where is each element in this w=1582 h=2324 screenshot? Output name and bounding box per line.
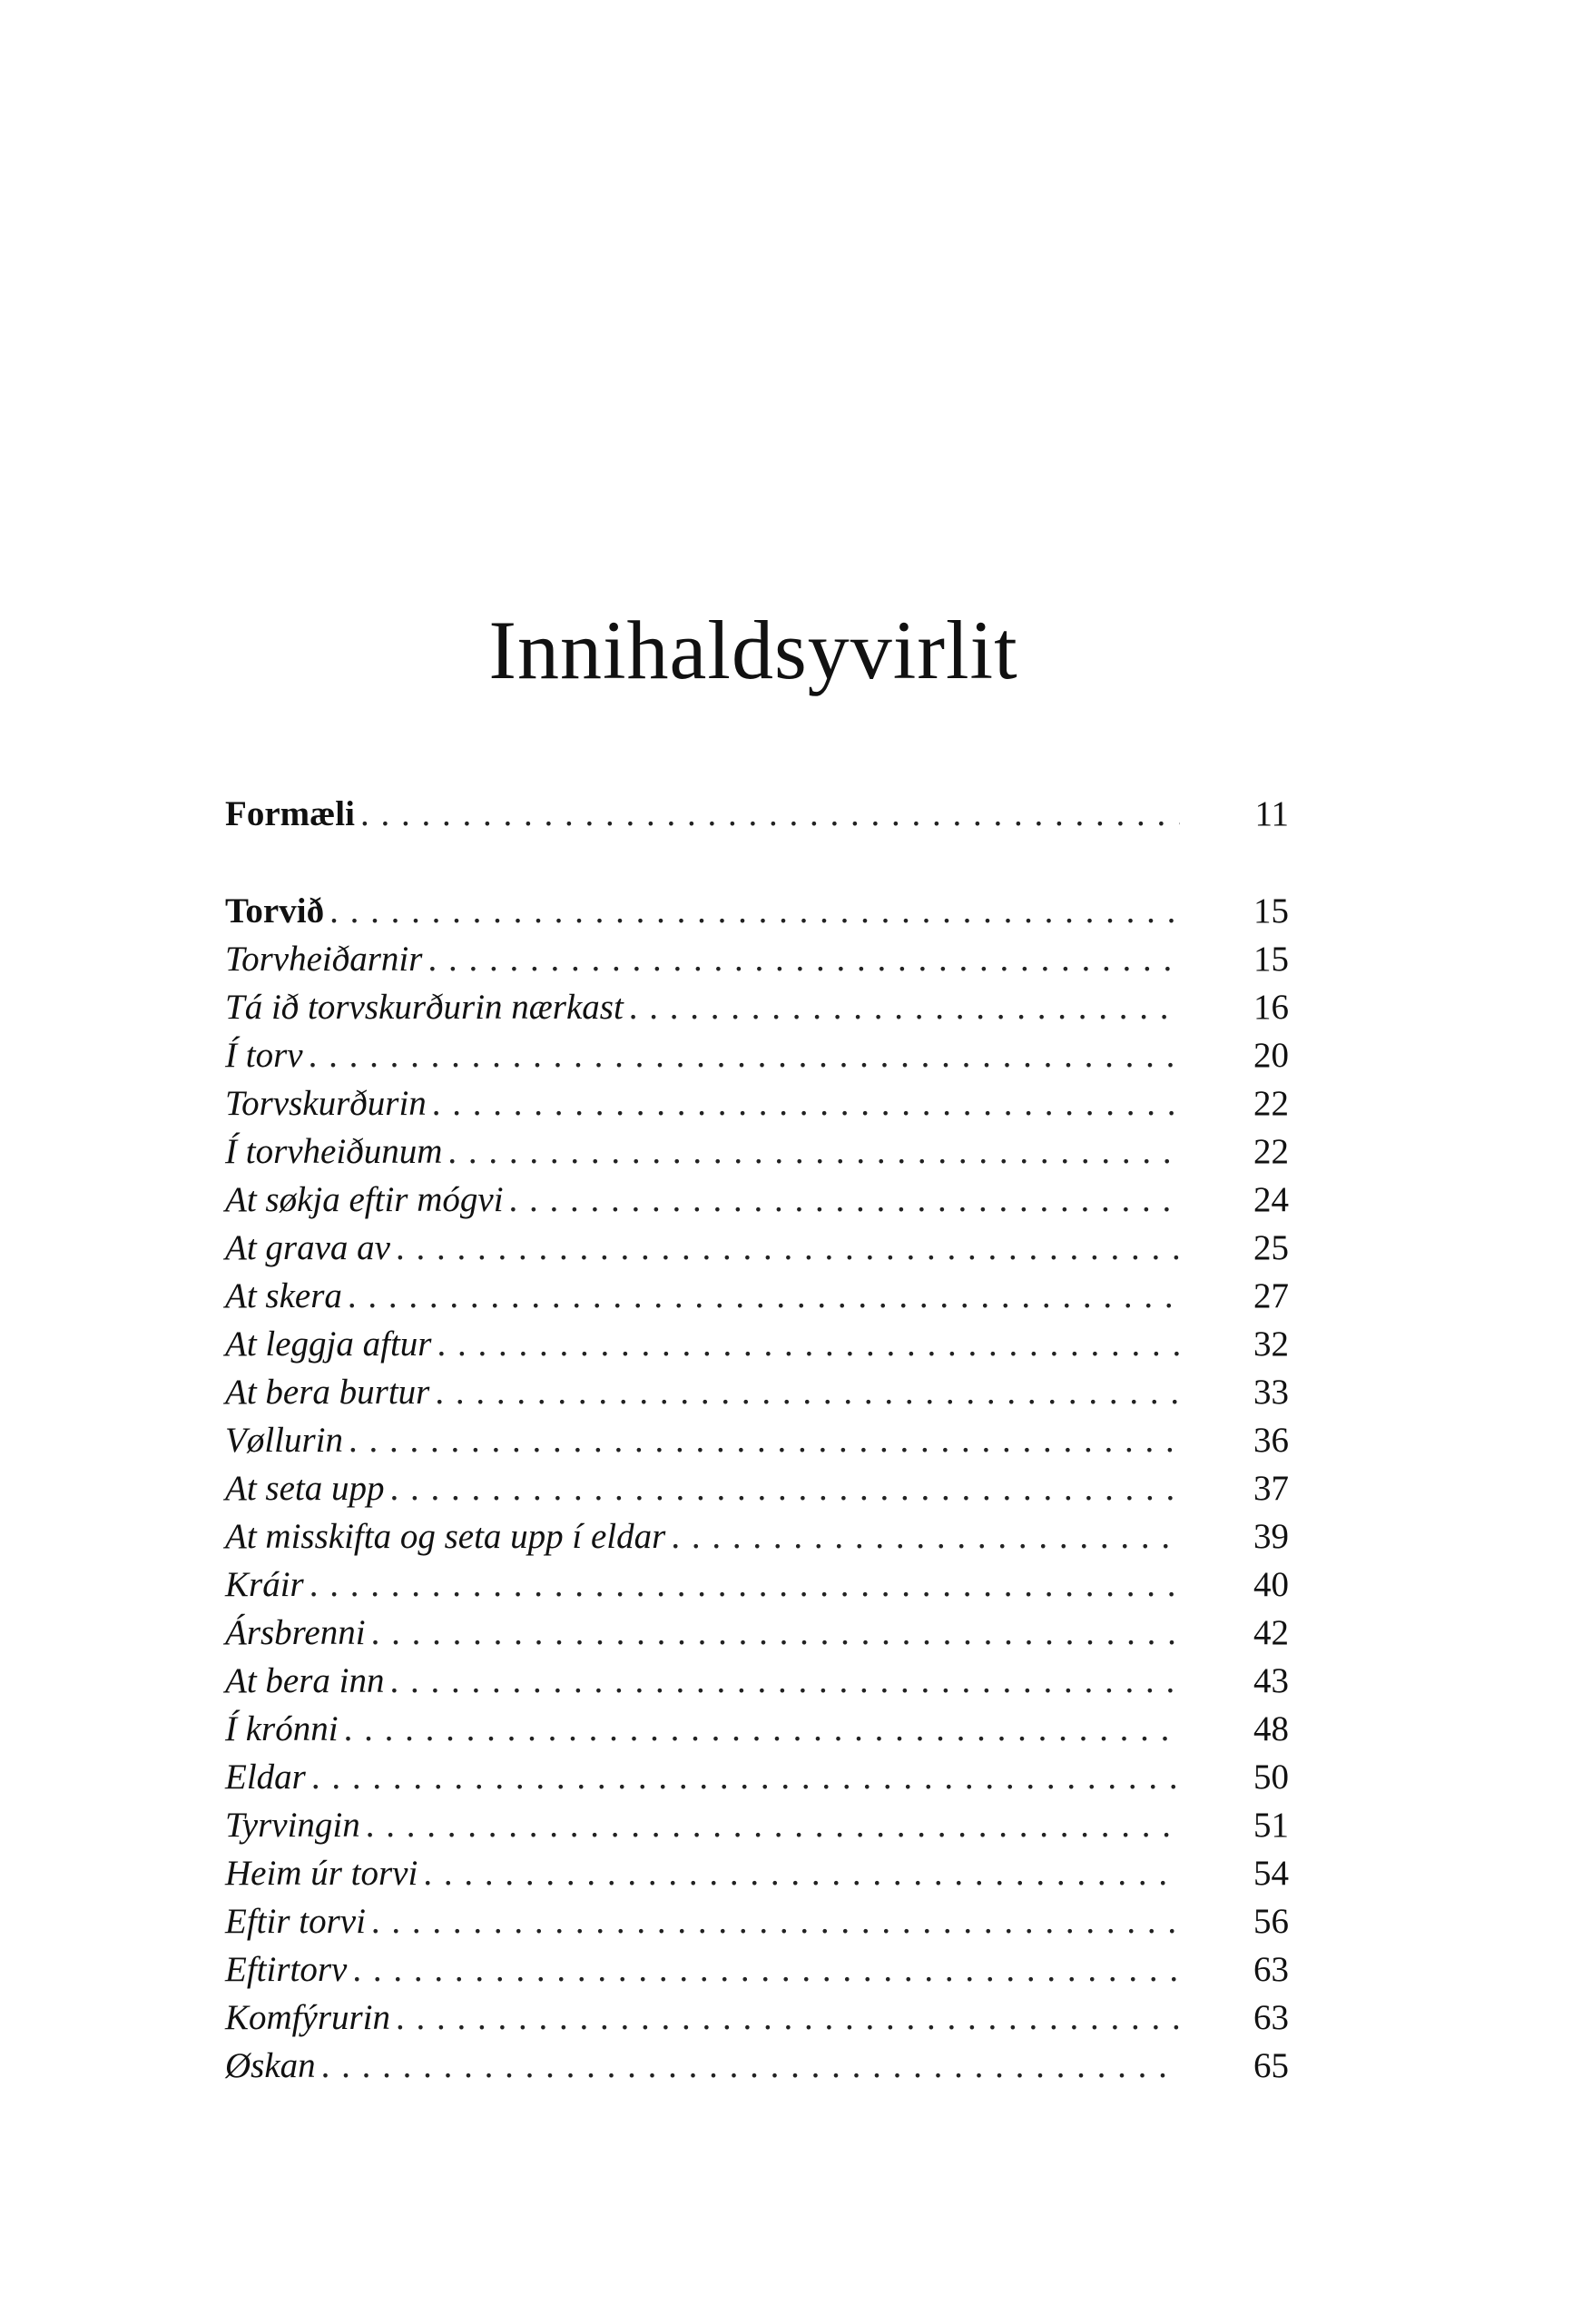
dot-leader [348,1272,1180,1320]
toc-entry[interactable] [225,1657,1289,1705]
toc-entry-title: At grava av [225,1228,390,1267]
dot-leader [437,1320,1181,1368]
toc-entry-page: 65 [1253,2046,1289,2085]
toc-entry-page: 15 [1253,891,1289,931]
dot-leader [349,1416,1180,1464]
toc-entry-page: 22 [1253,1132,1289,1171]
toc-entry[interactable] [225,1224,1289,1272]
dot-leader [321,2042,1180,2090]
toc-entry[interactable] [225,1272,1289,1320]
toc-entry-title: Eftir torvi [225,1902,366,1941]
dot-leader [352,1945,1180,1994]
dot-leader [427,935,1180,983]
toc-entry[interactable] [225,1320,1289,1368]
toc-entry-title: Torvskurðurin [225,1084,427,1123]
dot-leader [310,1561,1180,1609]
toc-entry-title: Formæli [225,794,355,833]
toc-entry-title: At misskifta og seta upp í eldar [225,1517,666,1556]
toc-entry-title: Ársbrenni [225,1613,366,1652]
toc-entry[interactable] [225,1031,1289,1079]
toc-entry-title: Heim úr torvi [225,1854,418,1893]
toc-entry-page: 63 [1253,1998,1289,2037]
toc-entry-page: 39 [1253,1517,1289,1556]
table-of-contents [225,790,1289,2090]
toc-entry-page: 11 [1254,794,1289,833]
toc-entry-page: 63 [1253,1950,1289,1989]
toc-entry-page: 15 [1253,940,1289,979]
dot-leader [509,1176,1180,1224]
toc-entry[interactable] [225,2042,1289,2090]
toc-entry-page: 20 [1253,1036,1289,1075]
dot-leader [432,1079,1180,1128]
toc-entry[interactable] [225,1849,1289,1897]
toc-entry-page: 24 [1253,1180,1289,1219]
toc-entry-title: Komfýrurin [225,1998,391,2037]
dot-leader [629,983,1180,1031]
dot-leader [329,887,1180,935]
toc-entry-title: At søkja eftir mógvi [225,1180,504,1219]
toc-entry-title: At bera inn [225,1661,385,1700]
toc-entry-title: At leggja aftur [225,1324,432,1364]
dot-leader [396,1994,1180,2042]
toc-entry-page: 32 [1253,1324,1289,1364]
dot-leader [389,1657,1180,1705]
dot-leader [360,790,1180,838]
toc-entry-title: Øskan [225,2046,316,2085]
dot-leader [396,1224,1180,1272]
toc-entry-page: 25 [1253,1228,1289,1267]
toc-entry-torvid[interactable] [225,887,1289,935]
toc-entry[interactable] [225,1945,1289,1994]
toc-entry-title: At seta upp [225,1469,385,1508]
dot-leader [671,1512,1180,1561]
toc-entry-title: At bera burtur [225,1373,430,1412]
toc-entry-title: Í torvheiðunum [225,1132,443,1171]
dot-leader [389,1464,1180,1512]
toc-entry[interactable] [225,1416,1289,1464]
toc-entry-page: 51 [1253,1806,1289,1845]
toc-entry-title: Í krónni [225,1709,339,1748]
toc-entry-page: 33 [1253,1373,1289,1412]
dot-leader [435,1368,1180,1416]
dot-leader [447,1128,1180,1176]
toc-entry-title: Torvið [225,891,325,931]
toc-entry-page: 54 [1253,1854,1289,1893]
toc-entry-page: 36 [1253,1421,1289,1460]
toc-entry-title: Torvheiðarnir [225,940,423,979]
toc-entry[interactable] [225,1609,1289,1657]
toc-entry[interactable] [225,1512,1289,1561]
toc-entry-page: 42 [1253,1613,1289,1652]
toc-entry-page: 43 [1253,1661,1289,1700]
dot-leader [311,1753,1180,1801]
toc-entry[interactable] [225,1561,1289,1609]
toc-entry-page: 48 [1253,1709,1289,1748]
toc-entry-page: 56 [1253,1902,1289,1941]
toc-entry-title: Í torv [225,1036,303,1075]
toc-entry[interactable] [225,1801,1289,1849]
toc-entry-title: Eftirtorv [225,1950,348,1989]
dot-leader [371,1897,1180,1945]
toc-entry[interactable] [225,1705,1289,1753]
toc-entry[interactable] [225,935,1289,983]
toc-entry[interactable] [225,1079,1289,1128]
toc-entry[interactable] [225,1897,1289,1945]
dot-leader [371,1609,1180,1657]
dot-leader [423,1849,1180,1897]
toc-entry-title: Vøllurin [225,1421,344,1460]
toc-entry-title: Tá ið torvskurðurin nærkast [225,988,624,1027]
toc-entry-page: 16 [1253,988,1289,1027]
toc-entry[interactable] [225,1994,1289,2042]
toc-entry-page: 37 [1253,1469,1289,1508]
toc-entry-page: 27 [1253,1276,1289,1315]
toc-entry-title: Tyrvingin [225,1806,360,1845]
toc-entry[interactable] [225,983,1289,1031]
toc-entry-title: At skera [225,1276,342,1315]
toc-entry-page: 50 [1253,1758,1289,1797]
toc-entry[interactable] [225,1176,1289,1224]
page-title: Innihaldsyvirlit [488,604,1018,696]
dot-leader [344,1705,1180,1753]
toc-entry-page: 40 [1253,1565,1289,1604]
toc-entry[interactable] [225,1368,1289,1416]
toc-entry[interactable] [225,1464,1289,1512]
dot-leader [309,1031,1180,1079]
toc-entry[interactable] [225,1128,1289,1176]
toc-entry[interactable] [225,1753,1289,1801]
toc-entry-page: 22 [1253,1084,1289,1123]
toc-entry-title: Kráir [225,1565,304,1604]
toc-entry-title: Eldar [225,1758,306,1797]
toc-entry-formaeli[interactable] [225,790,1289,838]
dot-leader [366,1801,1180,1849]
